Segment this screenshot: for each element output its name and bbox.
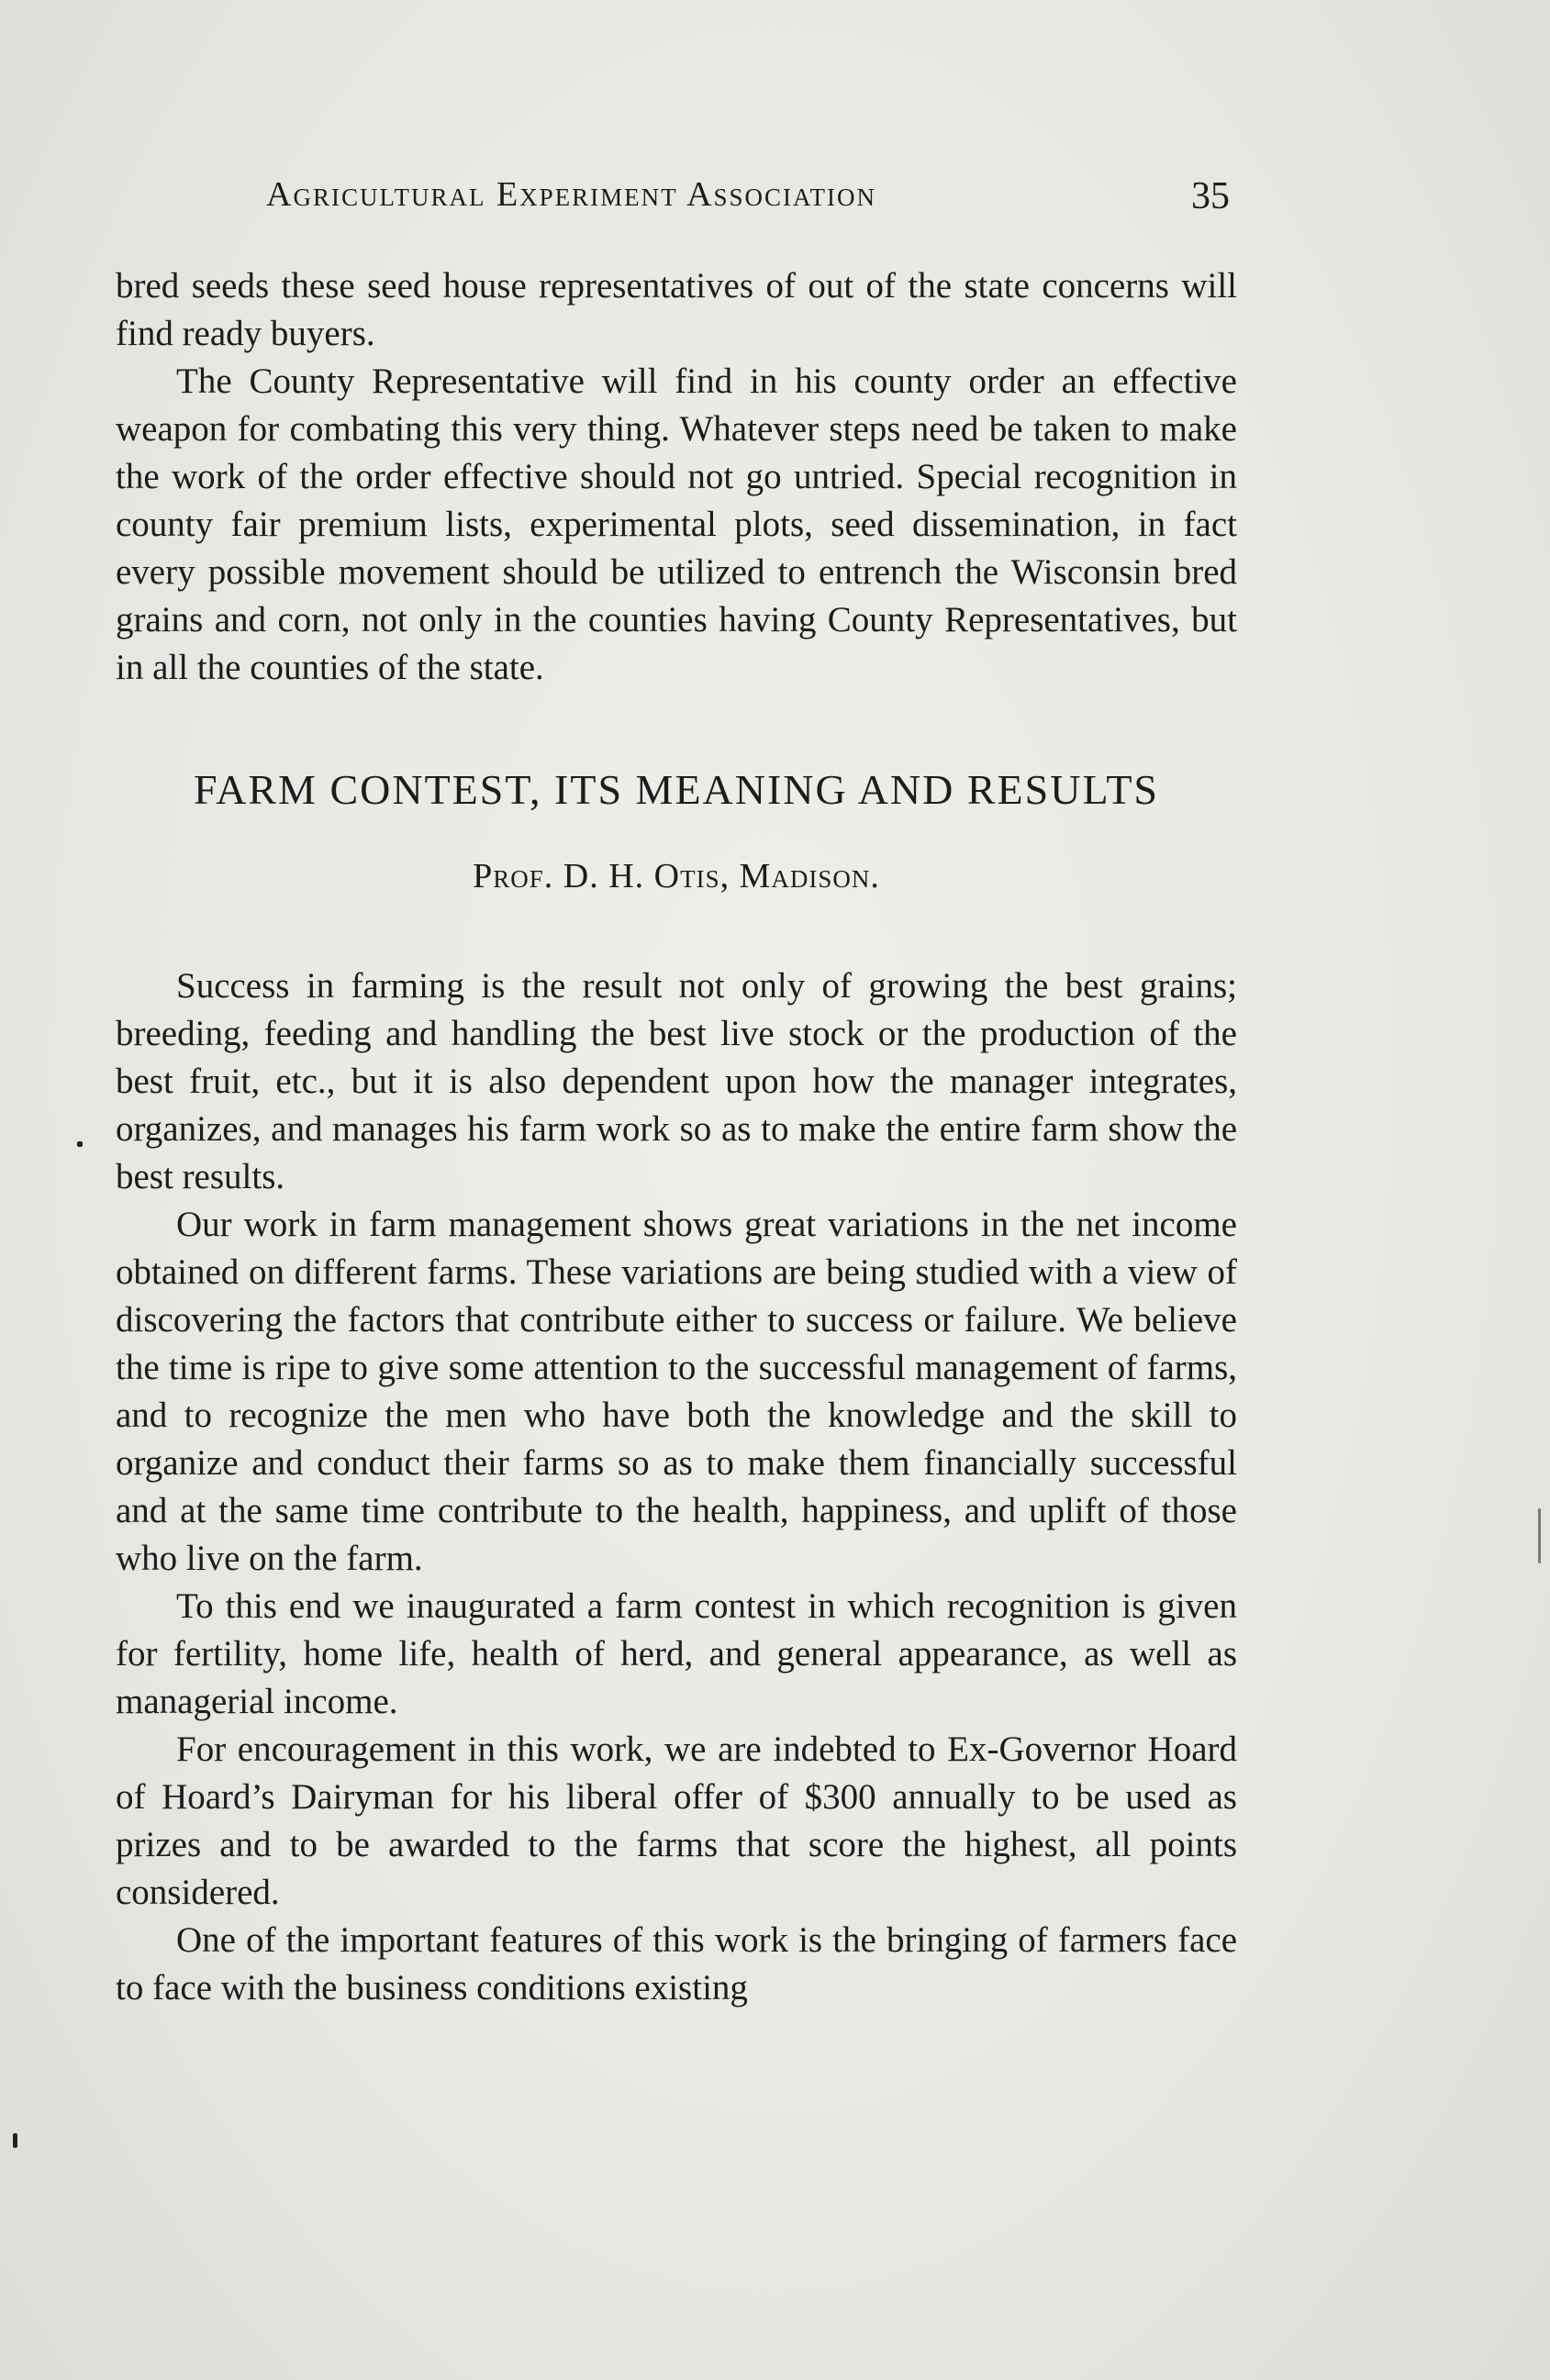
paper-speck bbox=[13, 2133, 17, 2148]
paper-speck bbox=[77, 1141, 83, 1147]
page-body bbox=[116, 262, 1237, 2012]
article-body bbox=[116, 962, 1237, 2012]
article-paragraph: To this end we inaugurated a farm contest in which recognition is given for fertility, home life, health of herd, and general appearance, as well as managerial income. bbox=[116, 1586, 1237, 1721]
article-paragraph: Our work in farm management shows great variations in the net income obtained on different farms. These variations are being studied with a view of discovering the factors that contribute either to success or failure. We believe the time is ripe to give some attention to the successful management of farms, and to recognize the men who have both the knowledge and the skill to organize and conduct their farms so as to make them financially successful and at the same time contribute to the health, happiness, and uplift of those who live on the farm. bbox=[116, 1205, 1237, 1578]
intro-paragraph: bred seeds these seed house representatives of out of the state concerns will find ready buyers. bbox=[116, 266, 1237, 353]
paper-speck bbox=[1538, 1508, 1541, 1563]
running-title: Agricultural Experiment Association bbox=[266, 175, 877, 214]
intro-paragraph: The County Representative will find in his county order an effective weapon for combating this very thing. Whatever steps need be taken to make the work of the order effective should not go untried. Special recognition in county fair premium lists, experimental plots, seed dissemination, in fact every possible movement should be utilized to entrench the Wisconsin bred grains and corn, not only in the counties having County Representatives, but in all the counties of the state. bbox=[116, 361, 1237, 687]
article-byline: Prof. D. H. Otis, Madison. bbox=[473, 857, 880, 895]
running-head bbox=[266, 174, 1230, 229]
article-paragraph: One of the important features of this work is the bringing of farmers face to face with the business conditions existing bbox=[116, 1920, 1237, 2007]
article-paragraph: For encouragement in this work, we are indebted to Ex-Governor Hoard of Hoard’s Dairyman for his liberal offer of $300 annually to be used as prizes and to be awarded to the farms that score the highest, all points considered. bbox=[116, 1729, 1237, 1912]
article-title: FARM CONTEST, ITS MEANING AND RESULTS bbox=[193, 766, 1160, 813]
page-number: 35 bbox=[1191, 175, 1230, 217]
article-paragraph: Success in farming is the result not only of growing the best grains; breeding, feeding and handling the best live stock or the production of the best fruit, etc., but it is also dependent upon how the manager integrates, organizes, and manages his farm work so as to make the entire farm show the best results. bbox=[116, 966, 1237, 1196]
